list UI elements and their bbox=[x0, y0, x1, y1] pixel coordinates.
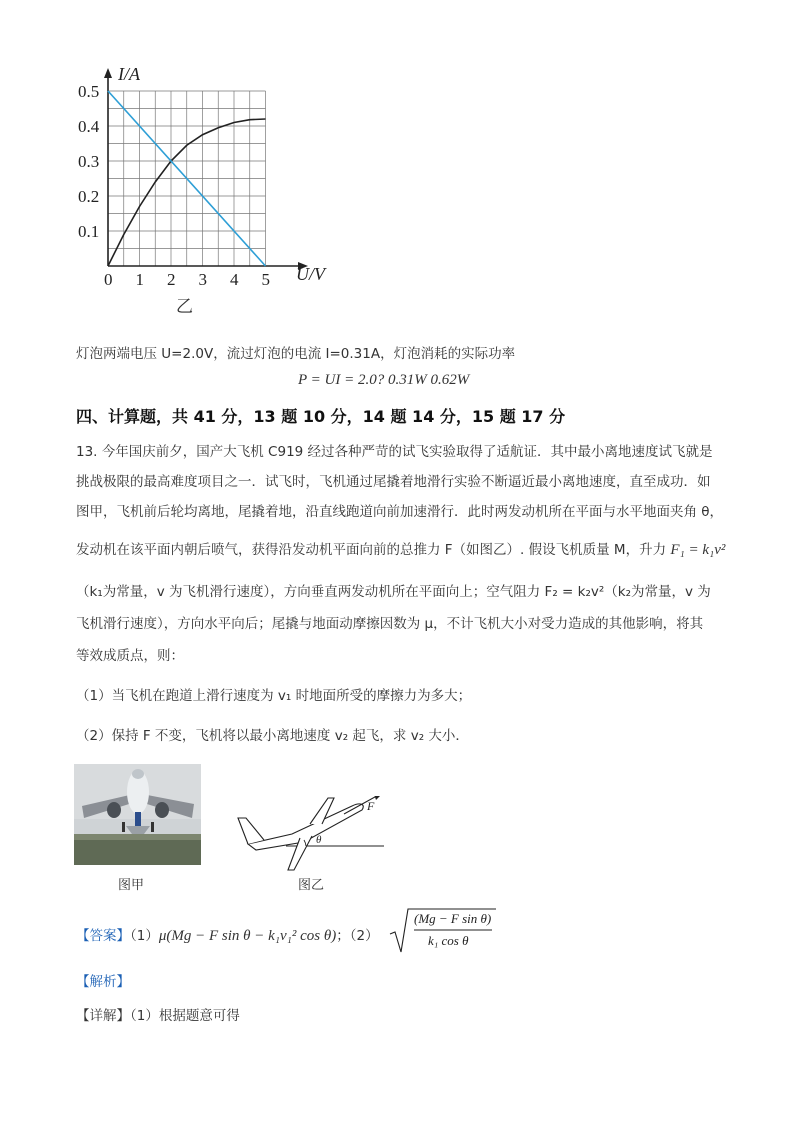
answer-part1-label: （1） bbox=[130, 928, 159, 944]
answer-separator: ；（2） bbox=[336, 928, 379, 944]
graph-caption: 乙 bbox=[176, 297, 193, 317]
y-axis-label: I/A bbox=[118, 64, 140, 84]
solution-sentence: 灯泡两端电压 U=2.0V，流过灯泡的电流 I=0.31A，灯泡消耗的实际功率 bbox=[76, 346, 516, 362]
question-1: （1）当飞机在跑道上滑行速度为 v₁ 时地面所受的摩擦力为多大； bbox=[76, 688, 472, 704]
sqrt-denominator: k₁ cos θ bbox=[428, 933, 469, 948]
x-tick-label: 1 bbox=[135, 270, 144, 289]
angle-label: θ bbox=[316, 834, 322, 846]
power-formula: P = UI = 2.0? 0.31W 0.62W bbox=[298, 372, 470, 388]
force-diagram bbox=[234, 796, 394, 876]
problem-line-6: 飞机滑行速度），方向水平向后；尾撬与地面动摩擦因数为 μ，不计飞机大小对受力造成的其他影响，将其 bbox=[76, 616, 704, 632]
y-tick-label: 0.3 bbox=[78, 152, 100, 171]
lift-formula: F₁ = k₁v² bbox=[670, 542, 726, 558]
problem-line-2: 挑战极限的最高难度项目之一．试飞时，飞机通过尾撬着地滑行实验不断逼近最小离地速度，直至成功．如 bbox=[76, 474, 711, 490]
detail-text: （1）根据题意可得 bbox=[130, 1008, 240, 1024]
sqrt-numerator: (Mg − F sin θ) bbox=[414, 911, 492, 926]
answer-line bbox=[76, 924, 379, 945]
detail-line bbox=[76, 1004, 240, 1024]
question-2: （2）保持 F 不变，飞机将以最小离地速度 v₂ 起飞，求 v₂ 大小． bbox=[76, 728, 469, 744]
problem-line-7: 等效成质点，则： bbox=[76, 648, 184, 664]
problem-line-3: 图甲，飞机前后轮均离地，尾撬着地，沿直线跑道向前加速滑行．此时两发动机所在平面与水平地面夹角 θ， bbox=[76, 504, 724, 520]
section-title: 四、计算题，共 41 分，13 题 10 分，14 题 14 分，15 题 17 分 bbox=[76, 407, 566, 426]
y-tick-label: 0.4 bbox=[78, 117, 100, 136]
force-label: F bbox=[367, 799, 375, 813]
x-axis-label: U/V bbox=[296, 264, 325, 284]
problem-line-4-text: 发动机在该平面内朝后喷气，获得沿发动机平面向前的总推力 F（如图乙）. 假设飞机质量 M，升力 bbox=[76, 542, 671, 558]
detail-tag: 【详解】 bbox=[76, 1008, 130, 1024]
x-tick-label: 4 bbox=[230, 270, 239, 289]
photo-caption: 图甲 bbox=[118, 878, 145, 893]
answer-part2-sqrt bbox=[388, 906, 498, 956]
problem-line-5: （k₁为常量，v 为飞机滑行速度），方向垂直两发动机所在平面向上；空气阻力 F₂ = k₂v²（k₂为常量，v 为 bbox=[76, 584, 711, 600]
diagram-caption: 图乙 bbox=[298, 878, 325, 893]
answer-part1-expr: μ(Mg − F sin θ − k₁v₁² cos θ) bbox=[158, 928, 337, 944]
iu-graph bbox=[70, 62, 350, 330]
y-axis-arrow bbox=[104, 68, 112, 78]
answer-tag: 【答案】 bbox=[76, 928, 130, 944]
analysis-tag: 【解析】 bbox=[76, 974, 130, 990]
x-tick-label: 2 bbox=[167, 270, 176, 289]
y-tick-label: 0.5 bbox=[78, 82, 100, 101]
problem-line-4 bbox=[76, 538, 725, 559]
airplane-photo bbox=[74, 764, 201, 865]
y-tick-label: 0.1 bbox=[78, 222, 100, 241]
x-tick-label: 0 bbox=[104, 270, 113, 289]
y-tick-label: 0.2 bbox=[78, 187, 100, 206]
problem-line-1: 13. 今年国庆前夕，国产大飞机 C919 经过各种严苛的试飞实验取得了适航证．其中最小离地速度试飞就是 bbox=[76, 444, 713, 460]
x-tick-label: 5 bbox=[261, 270, 270, 289]
x-tick-label: 3 bbox=[198, 270, 207, 289]
